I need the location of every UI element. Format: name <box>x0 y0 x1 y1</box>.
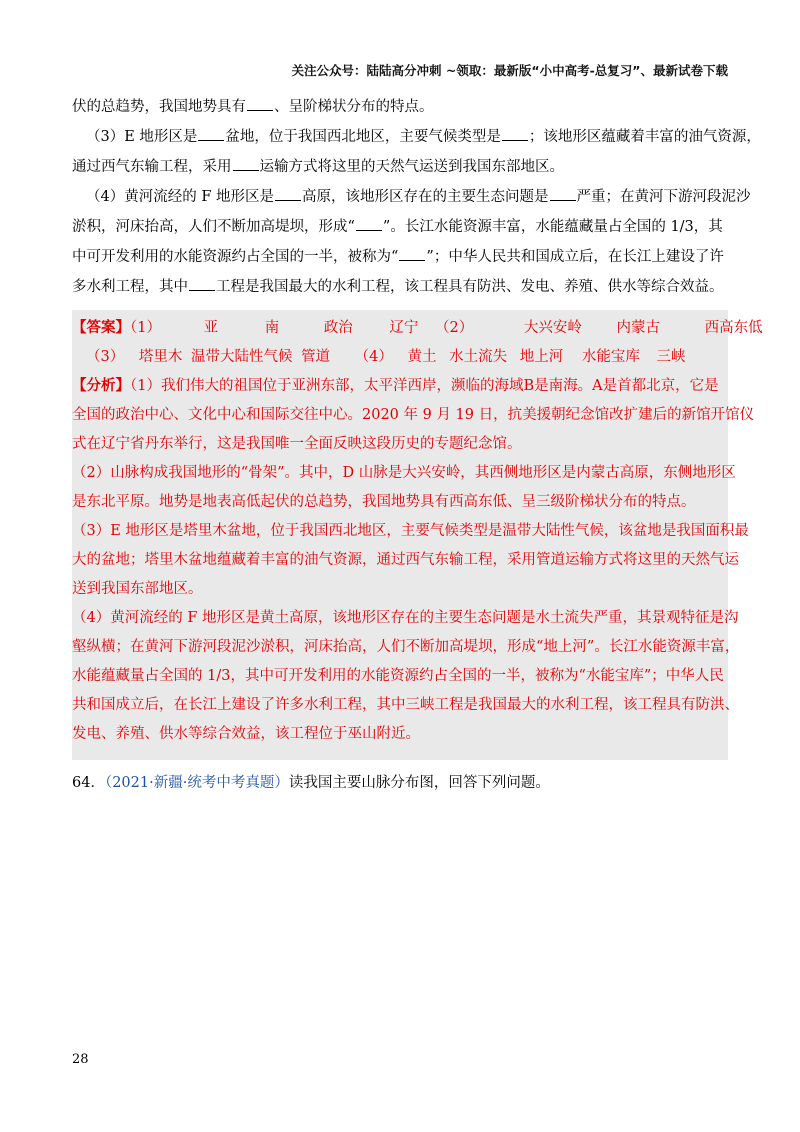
analysis-line: 水能蕴藏量占全国的 1/3，其中可开发利用的水能资源约占全国的一半，被称为“水能宝库”；中华人民 <box>72 668 724 684</box>
question-line <box>72 242 732 272</box>
text: 通过西气东输工程，采用 <box>72 159 232 175</box>
text: 淤积，河床抬高，人们不断加高堤坝，形成“ <box>72 219 355 235</box>
fill-blank <box>356 214 382 231</box>
question-line <box>72 122 761 152</box>
analysis-line: 是东北平原。地势是地表高低起伏的总趋势，我国地势具有西高东低、呈三级阶梯状分布的特点。 <box>72 494 696 510</box>
page-header: 关注公众号：陆陆高分冲刺 ~领取：最新版“小中高考-总复习”、最新试卷下载 <box>291 63 728 78</box>
answer-line-1 <box>72 313 763 342</box>
answer-item: 亚 <box>203 320 219 336</box>
text: 运输方式将这里的天然气运送到我国东部地区。 <box>259 159 564 175</box>
fill-blank <box>550 184 576 201</box>
text: 严重；在黄河下游河段泥沙 <box>576 189 751 205</box>
analysis-line: 送到我国东部地区。 <box>72 581 203 597</box>
answer-item: 内蒙古 <box>616 320 660 336</box>
answer-item: 政治 <box>323 320 353 336</box>
analysis-line: 发电、养殖、供水等综合效益，该工程位于巫山附近。 <box>72 726 420 742</box>
answer-section <box>72 313 763 748</box>
text: 高原，该地形区存在的主要生态问题是 <box>302 189 549 205</box>
text: 中可开发利用的水能资源约占全国的一半，被称为“ <box>72 249 399 265</box>
question-number: 64． <box>72 775 105 791</box>
text: ；该地形区蕴藏着丰富的油气资源， <box>528 129 761 145</box>
answer-item: 水能宝库 <box>581 349 640 365</box>
question-line <box>72 182 751 212</box>
answer-item: 三峡 <box>656 349 686 365</box>
answer-item: （3） <box>86 349 125 365</box>
text: 盆地，位于我国西北地区，主要气候类型是 <box>225 129 501 145</box>
text: 工程是我国最大的水利工程，该工程具有防洪、发电、养殖、供水等综合效益。 <box>216 279 724 295</box>
answer-item: 西高东低 <box>704 320 763 336</box>
fill-blank <box>233 154 259 171</box>
analysis-line: 壑纵横；在黄河下游河段泥沙淤积，河床抬高，人们不断加高堤坝，形成“地上河”。长江水能资源丰富， <box>72 639 740 655</box>
answer-item: 辽宁 <box>389 320 419 336</box>
answer-line-2 <box>72 342 732 371</box>
answer-item: 温带大陆性气候 <box>190 349 293 365</box>
page-number: 28 <box>72 1052 89 1067</box>
text: ”。长江水能资源丰富，水能蕴藏量占全国的 1/3，其 <box>382 219 723 235</box>
answer-item: 地上河 <box>519 349 564 365</box>
answer-item: 塔里木 <box>138 349 183 365</box>
question-line <box>72 92 732 122</box>
analysis-line: （3）E 地形区是塔里木盆地，位于我国西北地区，主要气候类型是温带大陆性气候，该盆地是我国面积最 <box>72 523 749 539</box>
text: （3）E 地形区是 <box>86 129 198 145</box>
analysis-line: （4）黄河流经的 F 地形区是黄土高原，该地形区存在的主要生态问题是水土流失严重，其景观特征是沟 <box>72 610 739 626</box>
question-line <box>72 152 732 182</box>
analysis-line: 式在辽宁省丹东举行，这是我国唯一全面反映这段历史的专题纪念馆。 <box>72 436 522 452</box>
question-64 <box>72 768 550 798</box>
fill-blank <box>502 124 528 141</box>
answer-item: （1） <box>130 320 161 336</box>
analysis-line: 共和国成立后，在长江上建设了许多水利工程，其中三峡工程是我国最大的水利工程，该工程具有防洪、 <box>72 697 739 713</box>
answer-item: 黄土 <box>407 349 437 365</box>
answer-item: （2） <box>435 320 474 336</box>
text: 、呈阶梯状分布的特点。 <box>274 99 434 115</box>
fill-blank <box>247 94 273 111</box>
question-text: 读我国主要山脉分布图，回答下列问题。 <box>288 775 550 791</box>
analysis-tag: 【分析】 <box>72 377 130 394</box>
fill-blank <box>399 244 425 261</box>
text: ”；中华人民共和国成立后，在长江上建设了许 <box>426 249 724 265</box>
analysis-line: 大的盆地；塔里木盆地蕴藏着丰富的油气资源，通过西气东输工程，采用管道运输方式将这里的天然气运 <box>72 552 739 568</box>
answer-item: （4） <box>354 349 393 365</box>
answer-item: 南 <box>264 320 280 336</box>
text: （4）黄河流经的 F 地形区是 <box>86 189 275 205</box>
analysis-line: （2）山脉构成我国地形的“骨架”。其中，D 山脉是大兴安岭，其西侧地形区是内蒙古高原，东侧地形区 <box>72 465 736 481</box>
text: 多水利工程，其中 <box>72 279 188 295</box>
analysis-line <box>72 371 732 400</box>
fill-blank <box>275 184 301 201</box>
answer-item: 管道 <box>301 349 331 365</box>
analysis-text: （1）我们伟大的祖国位于亚洲东部，太平洋西岸，濒临的海域B是南海。A是首都北京，它是 <box>130 378 719 394</box>
question-continuation <box>72 92 761 302</box>
question-line <box>72 272 732 302</box>
fill-blank <box>189 274 215 291</box>
fill-blank <box>198 124 224 141</box>
answer-item: 水土流失 <box>449 349 508 365</box>
answer-item: 大兴安岭 <box>523 320 582 336</box>
question-source: （2021·新疆·统考中考真题） <box>104 775 289 791</box>
text: 伏的总趋势，我国地势具有 <box>72 99 246 115</box>
analysis-line: 全国的政治中心、文化中心和国际交往中心。2020 年 9 月 19 日，抗美援朝纪念馆改扩建后的新馆开馆仪 <box>72 407 755 423</box>
question-line <box>72 212 732 242</box>
answer-tag: 【答案】 <box>72 319 130 336</box>
